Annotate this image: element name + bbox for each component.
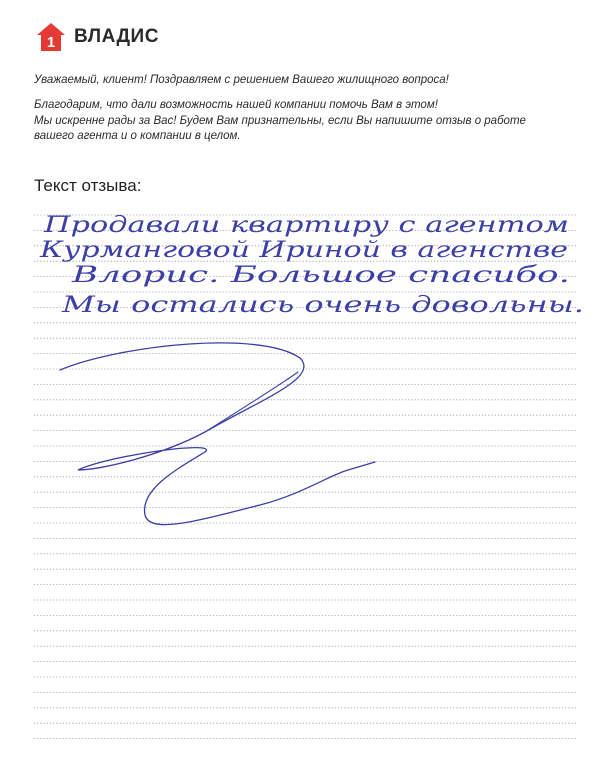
handwritten-line-3: Влорис. Большое спасибо.	[70, 263, 570, 288]
handwritten-line-4: Мы остались очень довольны.	[60, 293, 584, 318]
handwritten-line-2: Курманговой Ириной в агенстве	[38, 238, 568, 263]
handwritten-line-1: Продавали квартиру с агентом	[42, 213, 569, 238]
z-scribble	[60, 343, 375, 525]
review-title: Текст отзыва:	[34, 176, 142, 195]
brand-name: ВЛАДИС	[74, 26, 159, 47]
intro-line-2: Мы искренне рады за Вас! Будем Вам признательны, если Вы напишите отзыв о работе	[34, 114, 526, 127]
intro-line-1: Благодарим, что дали возможность нашей компании помочь Вам в этом!	[34, 99, 438, 111]
greeting-text: Уважаемый, клиент! Поздравляем с решением Вашего жилищного вопроса!	[34, 74, 449, 86]
intro-line-3: вашего агента и о компании в целом.	[34, 130, 241, 142]
z-scribble-stroke	[205, 372, 298, 432]
logo-number: 1	[46, 34, 56, 51]
